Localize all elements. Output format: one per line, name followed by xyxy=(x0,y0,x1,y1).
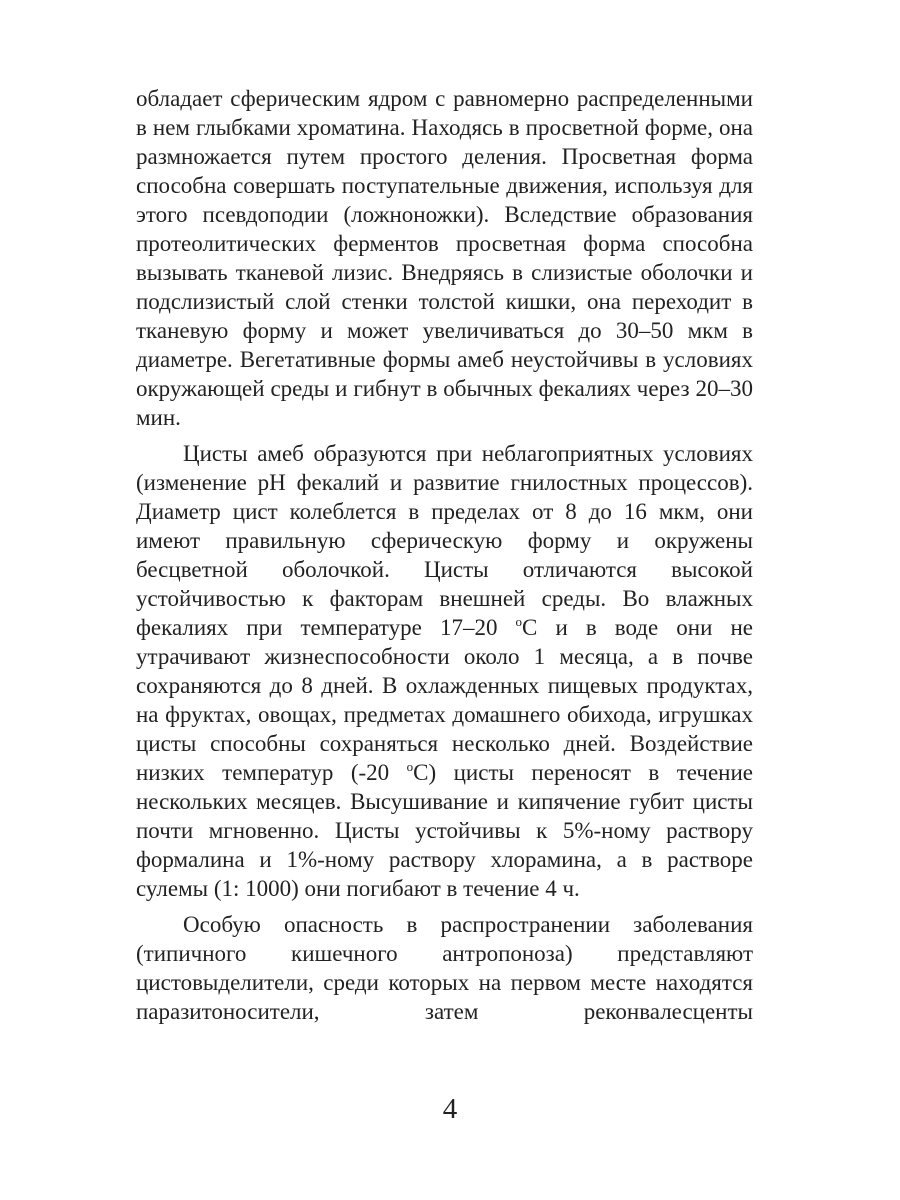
page-number: 4 xyxy=(442,1093,458,1125)
paragraph-trophozoite-description: обладает сферическим ядром с равномерно распределенными в нем глыбками хроматина. Находясь в просветной форме, она размножается путем простого деления. Просветная форма способна совершать поступательные движения, используя для этого псевдоподии (ложноножки). Вследствие образования протеолитических ферментов просветная форма способна вызывать тканевой лизис. Внедряясь в слизистые оболочки и подслизистый слой стенки толстой кишки, она переходит в тканевую форму и может увеличиваться до 30–50 мкм в диаметре. Вегетативные формы амеб неустойчивы в условиях окружающей среды и гибнут в обычных фекалиях через 20–30 мин. xyxy=(136,86,753,430)
cysts-text-part-2: С и в воде они не утрачивают жизнеспособности около 1 месяца, а в почве сохраняются до 8 дней. В охлажденных пищевых продуктах, на фруктах, овощах, предметах домашнего обихода, игрушках цисты способны сохраняться несколько дней. Воздействие низких температур (-20 xyxy=(136,615,753,785)
degree-mark: о xyxy=(406,759,414,774)
paragraph-cyst-carriers: Особую опасность в распространении заболевания (типичного кишечного антропоноза) представляют цистовыделители, среди которых на первом месте находятся паразитоносители, затем реконвалесценты xyxy=(136,912,753,1024)
page-body xyxy=(136,84,753,1026)
paragraph-cysts-description xyxy=(136,439,753,903)
cysts-text-part-3: С) цисты переносят в течение нескольких месяцев. Высушивание и кипячение губит цисты почти мгновенно. Цисты устойчивы к 5%-ному раствору формалина и 1%-ному раствору хлорамина, а в растворе сулемы (1: 1000) они погибают в течение 4 ч. xyxy=(136,760,753,901)
cysts-text-part-1: Цисты амеб образуются при неблагоприятных условиях (изменение pH фекалий и развитие гнилостных процессов). Диаметр цист колеблется в пределах от 8 до 16 мкм, они имеют правильную сферическую форму и окружены бесцветной оболочкой. Цисты отличаются высокой устойчивостью к факторам внешней среды. Во влажных фекалиях при температуре 17–20 xyxy=(136,441,753,640)
degree-mark: о xyxy=(515,614,523,629)
